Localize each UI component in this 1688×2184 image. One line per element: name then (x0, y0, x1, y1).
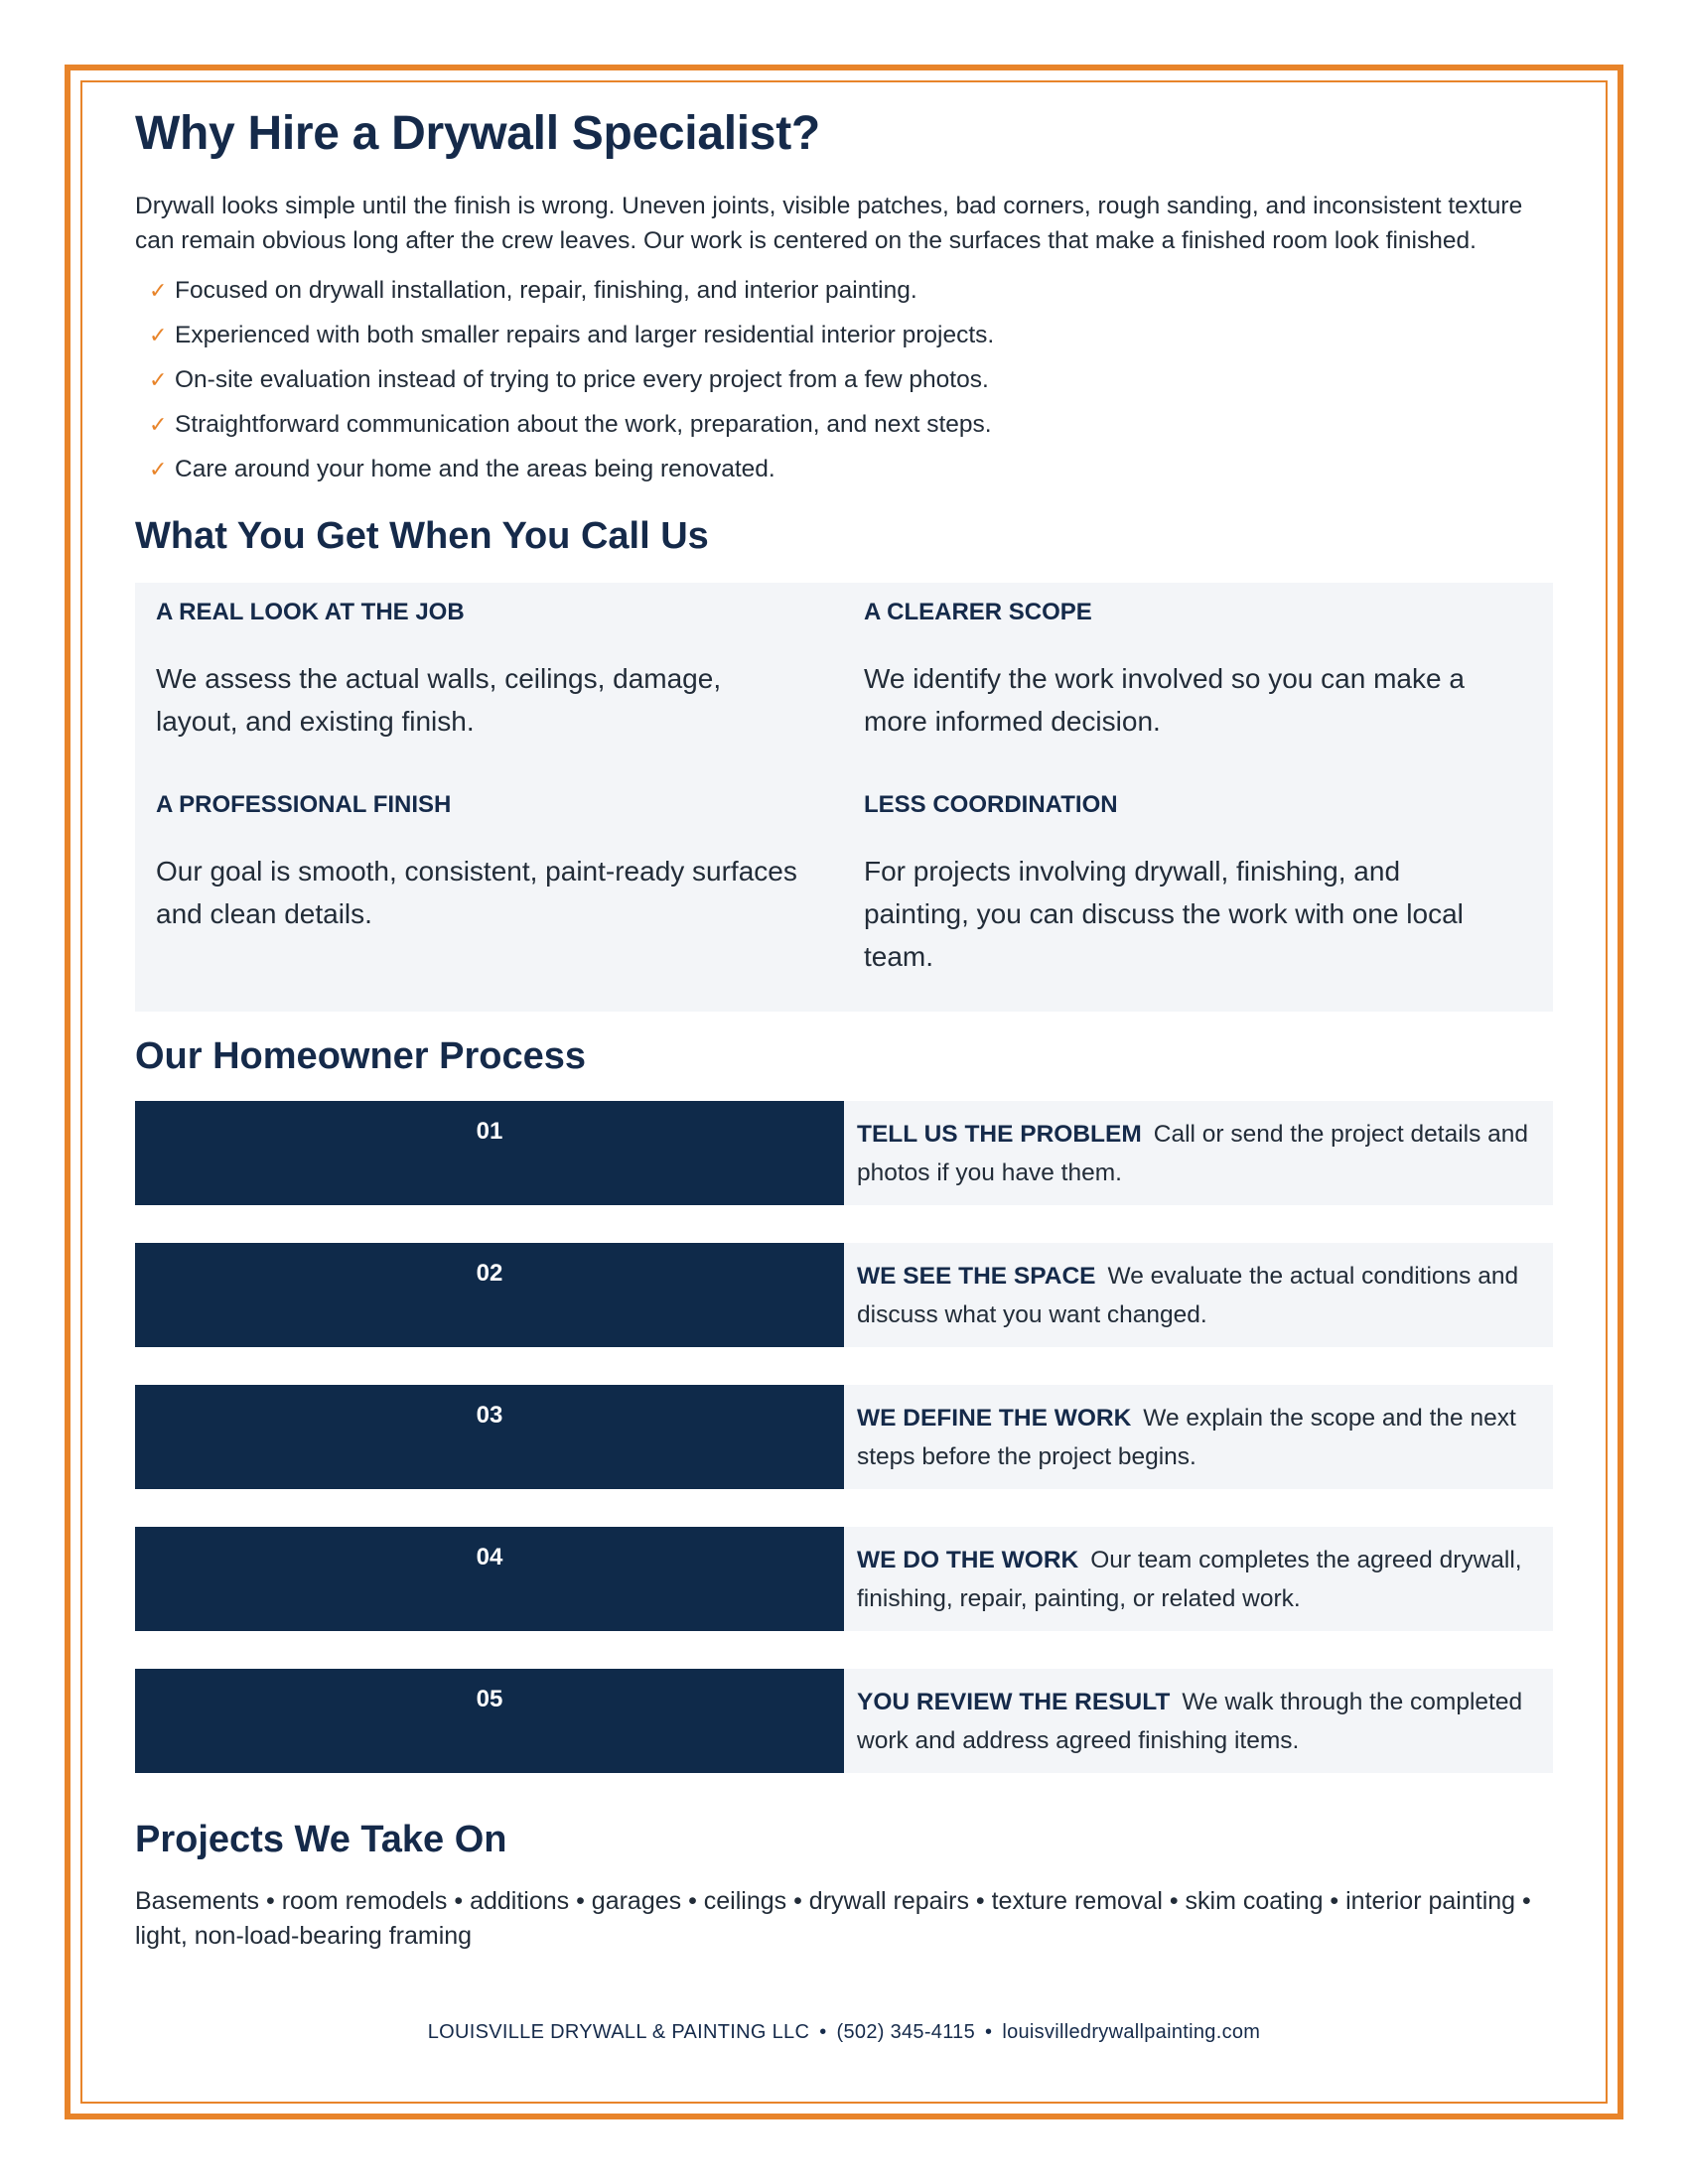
step-number: 02 (135, 1243, 844, 1347)
step-number: 05 (135, 1669, 844, 1773)
checklist-item-text: Experienced with both smaller repairs and larger residential interior projects. (175, 322, 995, 348)
footer-company: LOUISVILLE DRYWALL & PAINTING LLC (427, 2021, 810, 2043)
step-text: We evaluate the actual conditions and discuss what you want changed. (857, 1263, 1519, 1328)
checklist-item-text: Straightforward communication about the work, preparation, and next steps. (175, 411, 992, 438)
benefits-panel (135, 583, 1553, 1012)
footer-separator: • (819, 2021, 827, 2043)
checklist-item-text: On-site evaluation instead of trying to price every project from a few photos. (175, 366, 989, 393)
what-you-get-heading: What You Get When You Call Us (135, 515, 709, 557)
process-step (135, 1243, 1553, 1347)
benefit-item (156, 788, 801, 935)
benefit-title: A PROFESSIONAL FINISH (156, 791, 452, 818)
process-step (135, 1101, 1553, 1205)
benefit-body: We assess the actual walls, ceilings, damage, layout, and existing finish. (156, 663, 722, 737)
process-step (135, 1385, 1553, 1489)
step-title: WE SEE THE SPACE (857, 1263, 1096, 1290)
step-description (844, 1385, 1553, 1489)
footer-website[interactable]: louisvilledrywallpainting.com (1002, 2021, 1261, 2043)
check-icon: ✓ (149, 367, 168, 392)
footer-phone[interactable]: (502) 345-4115 (836, 2021, 976, 2043)
check-icon: ✓ (149, 278, 168, 303)
benefit-item (156, 596, 801, 743)
step-description (844, 1669, 1553, 1773)
step-title: TELL US THE PROBLEM (857, 1121, 1142, 1148)
step-description (844, 1243, 1553, 1347)
step-text: Call or send the project details and photos if you have them. (857, 1121, 1529, 1186)
projects-heading: Projects We Take On (135, 1819, 507, 1860)
process-steps (135, 1101, 1553, 1773)
step-title: WE DEFINE THE WORK (857, 1405, 1132, 1432)
benefit-body: For projects involving drywall, finishing, and painting, you can discuss the work with one local team. (864, 856, 1464, 972)
checklist-item-text: Focused on drywall installation, repair, finishing, and interior painting. (175, 277, 917, 304)
checklist-item (135, 357, 1553, 402)
benefit-title: A CLEARER SCOPE (864, 599, 1092, 625)
step-number: 03 (135, 1385, 844, 1489)
footer (0, 2021, 1688, 2044)
checklist-item (135, 313, 1553, 357)
page-content (135, 99, 1553, 1954)
benefit-body: Our goal is smooth, consistent, paint-ready surfaces and clean details. (156, 856, 797, 929)
step-number: 04 (135, 1527, 844, 1631)
checklist-item (135, 402, 1553, 447)
benefit-body: We identify the work involved so you can make a more informed decision. (864, 663, 1465, 737)
checklist-item-text: Care around your home and the areas being renovated. (175, 456, 775, 482)
check-icon: ✓ (149, 457, 168, 481)
checklist-item (135, 268, 1553, 313)
footer-separator: • (985, 2021, 993, 2043)
benefit-item (864, 596, 1509, 743)
step-text: We walk through the completed work and address agreed finishing items. (857, 1689, 1523, 1754)
benefit-title: A REAL LOOK AT THE JOB (156, 599, 465, 625)
page-title: Why Hire a Drywall Specialist? (135, 107, 820, 160)
projects-list: Basements • room remodels • additions • garages • ceilings • drywall repairs • texture removal • skim coating • interior painting • light, non-load-bearing framing (135, 1887, 1531, 1950)
step-title: WE DO THE WORK (857, 1547, 1079, 1573)
benefit-title: LESS COORDINATION (864, 791, 1118, 818)
step-description (844, 1527, 1553, 1631)
process-step (135, 1669, 1553, 1773)
step-text: Our team completes the agreed drywall, finishing, repair, painting, or related work. (857, 1547, 1522, 1612)
step-title: YOU REVIEW THE RESULT (857, 1689, 1171, 1715)
step-number: 01 (135, 1101, 844, 1205)
step-text: We explain the scope and the next steps before the project begins. (857, 1405, 1516, 1470)
check-icon: ✓ (149, 323, 168, 347)
checklist-item (135, 447, 1553, 491)
process-heading: Our Homeowner Process (135, 1035, 587, 1077)
process-step (135, 1527, 1553, 1631)
check-icon: ✓ (149, 412, 168, 437)
step-description (844, 1101, 1553, 1205)
intro-paragraph: Drywall looks simple until the finish is wrong. Uneven joints, visible patches, bad corners, rough sanding, and inconsistent texture can remain obvious long after the crew leaves. Our work is centered on the surfaces that make a finished room look finished. (135, 193, 1523, 254)
benefit-item (864, 788, 1509, 978)
checklist (135, 268, 1553, 491)
